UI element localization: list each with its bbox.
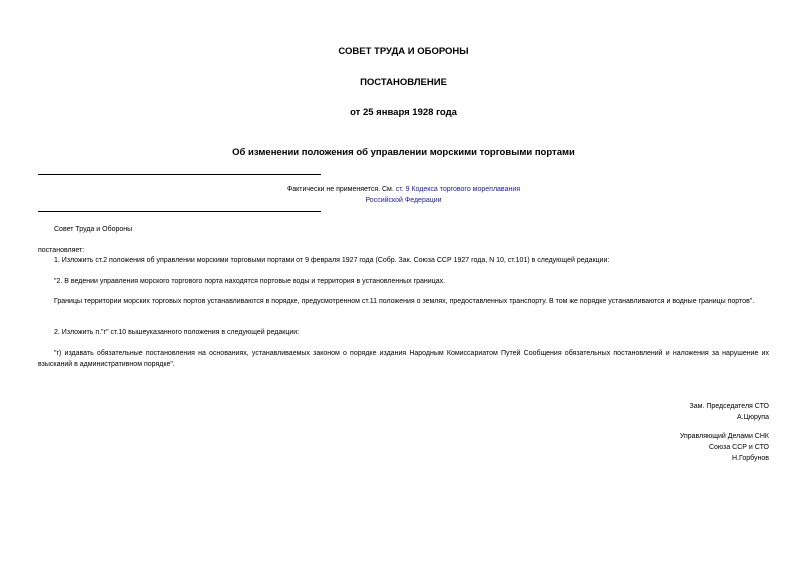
code-country-link[interactable]: Российской Федерации bbox=[365, 197, 442, 204]
deputy-chair-signature bbox=[690, 401, 769, 423]
resolves-line: постановляет: bbox=[38, 247, 85, 254]
note-top-rule bbox=[38, 174, 321, 175]
document-title: Об изменении положения об управлении морскими торговыми портами bbox=[232, 147, 575, 158]
deputy-chair-name: А.Цюрупа bbox=[736, 414, 769, 421]
issuer-line: Совет Труда и Обороны bbox=[54, 226, 133, 233]
quoted-article-2-paragraph: "2. В ведении управления морского торгового порта находятся портовые воды и территория в установленных границах. bbox=[54, 278, 446, 285]
document-date: от 25 января 1928 года bbox=[350, 107, 457, 118]
applicability-note bbox=[0, 184, 807, 206]
administrator-title: Управляющий Делами СНК bbox=[679, 433, 769, 440]
note-prefix: Фактически не применяется. См. bbox=[286, 186, 396, 193]
quoted-clause-g-paragraph: "г) издавать обязательные постановления на основаниях, устанавливаемых законом о порядке издания Народным Комиссариатом Путей Сообщения обязательных постановлений и наложения за нарушение их взысканий в административном порядке". bbox=[38, 350, 769, 368]
administrator-signature bbox=[680, 431, 769, 464]
document-type-heading: ПОСТАНОВЛЕНИЕ bbox=[360, 77, 447, 88]
note-bottom-rule bbox=[38, 211, 321, 212]
administrator-organization: Союза ССР и СТО bbox=[708, 444, 769, 451]
issuing-body-heading: СОВЕТ ТРУДА И ОБОРОНЫ bbox=[338, 46, 469, 57]
quoted-borders-paragraph: Границы территории морских торговых портов устанавливаются в порядке, предусмотренном ст.11 положения о землях, предоставленных транспорту. В том же порядке устанавливаются и водные границы портов". bbox=[54, 298, 755, 305]
item-2-paragraph: 2. Изложить п."г" ст.10 вышеуказанного положения в следующей редакции: bbox=[54, 329, 300, 336]
deputy-chair-title: Зам. Председателя СТО bbox=[689, 403, 769, 410]
administrator-name: Н.Горбунов bbox=[732, 455, 769, 462]
code-article-link[interactable]: ст. 9 Кодекса торгового мореплавания bbox=[395, 186, 521, 193]
item-1-paragraph: 1. Изложить ст.2 положения об управлении морскими торговыми портами от 9 февраля 1927 года (Собр. Зак. Союза ССР 1927 года, N 10, ст.101) в следующей редакции: bbox=[54, 257, 610, 264]
